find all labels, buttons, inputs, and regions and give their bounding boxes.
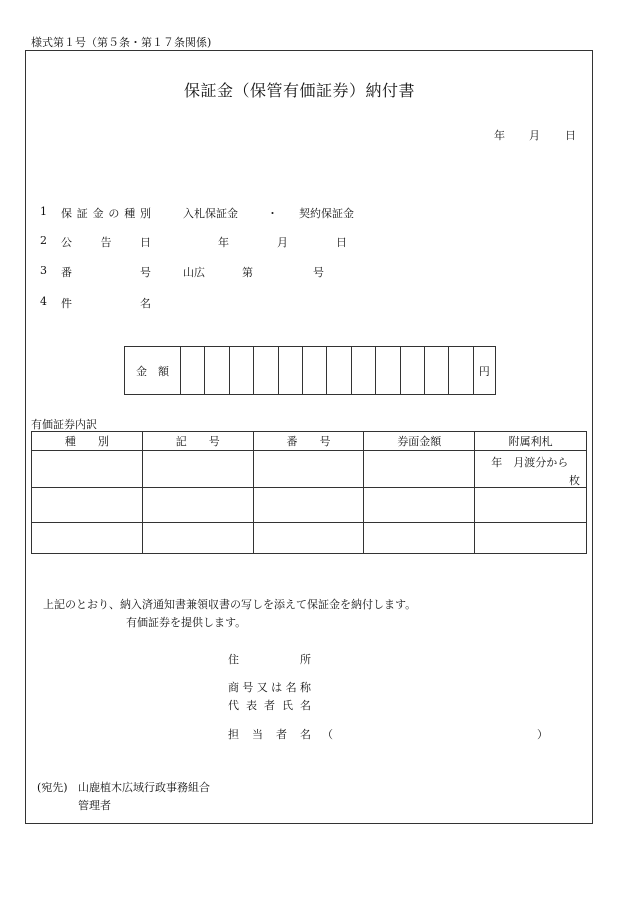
- amount-label: 金 額: [125, 347, 181, 395]
- amount-currency: 円: [473, 347, 495, 395]
- securities-caption: 有価証券内訳: [31, 418, 97, 431]
- amount-digit-cell[interactable]: [327, 347, 351, 395]
- amount-digit-cell[interactable]: [278, 347, 302, 395]
- reference-prefix: 山広: [183, 266, 205, 279]
- table-cell[interactable]: [475, 523, 587, 554]
- amount-digit-cell[interactable]: [205, 347, 229, 395]
- coupon-from-text: 年 月渡分から: [491, 456, 569, 469]
- bid-guarantee-option[interactable]: 入札保証金: [183, 207, 238, 220]
- amount-digit-cell[interactable]: [302, 347, 326, 395]
- addressee-org: 山鹿植木広域行政事務組合: [78, 781, 210, 794]
- amount-digit-cell[interactable]: [229, 347, 253, 395]
- table-cell[interactable]: [364, 488, 475, 523]
- table-cell[interactable]: [142, 451, 253, 488]
- securities-table: [31, 431, 587, 554]
- contact-person-field[interactable]: [340, 724, 536, 740]
- header-type: 種 別: [32, 432, 143, 451]
- table-cell[interactable]: [364, 523, 475, 554]
- coupon-count-unit: 枚: [569, 474, 580, 487]
- representative-label: 代 表 者 氏 名: [228, 699, 311, 712]
- table-cell[interactable]: [253, 451, 364, 488]
- page-title: 保証金（保管有価証券）納付書: [184, 81, 416, 100]
- amount-digit-cell[interactable]: [376, 347, 400, 395]
- amount-digit-cell[interactable]: [449, 347, 473, 395]
- item-number-4: 4: [40, 295, 47, 308]
- date-day[interactable]: 日: [565, 129, 576, 142]
- coupon-cell[interactable]: [475, 451, 587, 488]
- date-year[interactable]: 年: [494, 129, 505, 142]
- notice-year[interactable]: 年: [218, 236, 229, 249]
- amount-box: [124, 346, 496, 395]
- amount-digit-cell[interactable]: [254, 347, 278, 395]
- item-number-1: 1: [40, 205, 47, 218]
- date-month[interactable]: 月: [529, 129, 540, 142]
- header-symbol: 記 号: [142, 432, 253, 451]
- table-row: [32, 523, 587, 554]
- statement-line-1: 上記のとおり、納入済通知書兼領収書の写しを添えて保証金を納付します。: [43, 598, 417, 611]
- notice-day[interactable]: 日: [336, 236, 347, 249]
- table-cell[interactable]: [142, 523, 253, 554]
- reference-dai: 第: [242, 266, 253, 279]
- contract-guarantee-option[interactable]: 契約保証金: [299, 207, 354, 220]
- reference-go[interactable]: 号: [313, 266, 324, 279]
- table-cell[interactable]: [142, 488, 253, 523]
- amount-digit-cell[interactable]: [181, 347, 205, 395]
- notice-month[interactable]: 月: [277, 236, 288, 249]
- table-cell[interactable]: [32, 488, 143, 523]
- guarantee-type-label: 保 証 金 の 種 別: [61, 207, 151, 220]
- header-face-value: 券面金額: [364, 432, 475, 451]
- table-row: [32, 488, 587, 523]
- table-cell[interactable]: [253, 523, 364, 554]
- reference-number-label: 番 号: [61, 266, 151, 279]
- table-cell[interactable]: [32, 523, 143, 554]
- notice-date-label: 公 告 日: [61, 236, 151, 249]
- contact-paren-close: ）: [537, 728, 548, 741]
- form-number: 様式第１号（第５条・第１７条関係): [31, 36, 212, 49]
- header-coupons: 附属利札: [475, 432, 587, 451]
- addressee-label: (宛先): [37, 781, 68, 794]
- option-separator: ・: [267, 207, 278, 220]
- item-number-2: 2: [40, 234, 47, 247]
- amount-digit-cell[interactable]: [351, 347, 375, 395]
- table-cell[interactable]: [32, 451, 143, 488]
- item-number-3: 3: [40, 264, 47, 277]
- table-cell[interactable]: [475, 488, 587, 523]
- amount-digit-cell[interactable]: [424, 347, 448, 395]
- subject-label: 件 名: [61, 297, 151, 310]
- addressee-title: 管理者: [78, 799, 111, 812]
- table-cell[interactable]: [364, 451, 475, 488]
- company-name-label: 商 号 又 は 名 称: [228, 681, 311, 694]
- table-row: [32, 451, 587, 488]
- contact-paren-open: （: [322, 728, 333, 741]
- header-number: 番 号: [253, 432, 364, 451]
- statement-line-2: 有価証券を提供します。: [126, 616, 247, 629]
- contact-person-label: 担 当 者 名: [228, 728, 311, 741]
- address-label: 住 所: [228, 653, 311, 666]
- table-cell[interactable]: [253, 488, 364, 523]
- amount-digit-cell[interactable]: [400, 347, 424, 395]
